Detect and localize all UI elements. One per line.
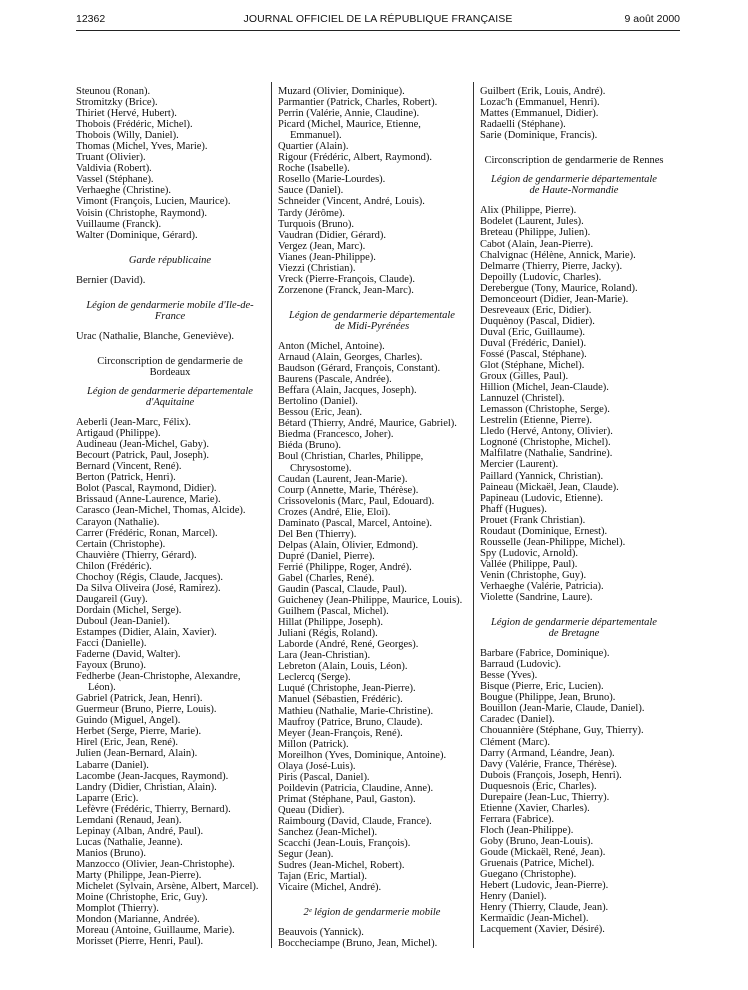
- list-item: Delmarre (Thierry, Pierre, Jacky).: [480, 260, 623, 272]
- list-item: Lucas (Nathalie, Jeanne).: [76, 836, 183, 848]
- list-item: Thobois (Frédéric, Michel).: [76, 119, 193, 131]
- list-item: Primat (Stéphane, Paul, Gaston).: [278, 793, 416, 805]
- list-item: Vicaire (Michel, André).: [278, 882, 382, 894]
- list-item: Luqué (Christophe, Jean-Pierre).: [278, 683, 416, 695]
- list-item: Vianes (Jean-Philippe).: [278, 251, 376, 263]
- list-item: Urac (Nathalie, Blanche, Geneviève).: [76, 330, 235, 342]
- list-item: Verhaeghe (Valérie, Patricia).: [480, 580, 604, 592]
- list-item: Faderne (David, Walter).: [76, 649, 181, 661]
- list-item: Michelet (Sylvain, Arsène, Albert, Marcel).: [76, 881, 259, 893]
- list-item: Lacombe (Jean-Jacques, Raymond).: [76, 770, 229, 782]
- list-item: Laborde (André, René, Georges).: [278, 639, 419, 651]
- list-item: Gruenais (Patrice, Michel).: [480, 858, 595, 870]
- column-right: [480, 86, 668, 935]
- list-item: Muzard (Olivier, Dominique).: [278, 86, 405, 97]
- list-item: Crozes (André, Elie, Eloi).: [278, 506, 391, 518]
- list-item: Fossé (Pascal, Stéphane).: [480, 348, 587, 360]
- list-item: Moreau (Antoine, Guillaume, Marie).: [76, 925, 235, 937]
- page-number: 12362: [76, 13, 106, 25]
- list-item: Ferrié (Philippe, Roger, André).: [278, 561, 412, 573]
- list-item: Spy (Ludovic, Arnold).: [480, 547, 578, 559]
- list-item: Vuillaume (Franck).: [76, 218, 162, 230]
- list-item: Thiriet (Hervé, Hubert).: [76, 108, 177, 120]
- list-item: Hillion (Michel, Jean-Claude).: [480, 382, 609, 394]
- list-item: Perrin (Valérie, Annie, Claudine).: [278, 108, 420, 120]
- list-item: Certain (Christophe).: [76, 538, 166, 550]
- list-item: Fayoux (Bruno).: [76, 660, 146, 672]
- list-item: Bodelet (Laurent, Jules).: [480, 216, 584, 228]
- list-item: Landry (Didier, Christian, Alain).: [76, 781, 217, 793]
- list-item: Beffara (Alain, Jacques, Joseph).: [278, 385, 417, 397]
- list-item: Guilbert (Erik, Louis, André).: [480, 86, 606, 97]
- list-item: Barbare (Fabrice, Dominique).: [480, 648, 610, 660]
- list-item: Lefèvre (Frédéric, Thierry, Bernard).: [76, 803, 231, 815]
- list-item: Beauvois (Yannick).: [278, 927, 364, 939]
- list-item: Momplot (Thierry).: [76, 903, 159, 915]
- list-item: Depoilly (Ludovic, Charles).: [480, 271, 602, 283]
- list-item: Malfilatre (Nathalie, Sandrine).: [480, 448, 613, 460]
- list-item: Quartier (Alain).: [278, 141, 349, 153]
- column-middle: [278, 86, 466, 949]
- list-item: Schneider (Vincent, André, Louis).: [278, 196, 425, 208]
- list-item: Thomas (Michel, Yves, Marie).: [76, 141, 208, 153]
- list-item: Goby (Bruno, Jean-Louis).: [480, 835, 594, 847]
- list-item: Barraud (Ludovic).: [480, 659, 562, 671]
- list-item: Biéda (Bruno).: [278, 440, 341, 452]
- list-item: Gabriel (Patrick, Jean, Henri).: [76, 693, 203, 705]
- list-item: Lepinay (Alban, André, Paul).: [76, 825, 204, 837]
- list-item: Audineau (Jean-Michel, Gaby).: [76, 439, 209, 451]
- section-heading: Légion de gendarmerie départementale de Midi-Pyrénées: [289, 309, 455, 332]
- list-item: Paillard (Yannick, Christian).: [480, 470, 604, 482]
- list-item: Bertolino (Daniel).: [278, 396, 358, 408]
- list-item: Roudaut (Dominique, Ernest).: [480, 525, 608, 537]
- list-item: Duval (Frédéric, Daniel).: [480, 337, 587, 349]
- list-item: Groux (Gilles, Paul).: [480, 371, 569, 383]
- list-item: Roche (Isabelle).: [278, 163, 350, 175]
- list-item: Julien (Jean-Bernard, Alain).: [76, 748, 198, 760]
- list-item: Vassel (Stéphane).: [76, 174, 154, 186]
- list-item: Vallée (Philippe, Paul).: [480, 558, 578, 570]
- list-item: Goude (Mickaël, René, Jean).: [480, 847, 606, 858]
- list-item: Carayon (Nathalie).: [76, 516, 160, 528]
- list-item: Sarie (Dominique, Francis).: [480, 130, 598, 142]
- list-item: Morisset (Pierre, Henri, Paul).: [76, 936, 204, 948]
- list-item: Duquesnois (Eric, Charles).: [480, 780, 597, 792]
- list-item: Glot (Stéphane, Michel).: [480, 360, 585, 372]
- list-item: Bernier (David).: [76, 274, 146, 286]
- list-item: Berton (Patrick, Henri).: [76, 472, 176, 484]
- list-item: Fedherbe (Jean-Christophe, Alexandre, Léon).: [76, 671, 241, 694]
- list-item: Herbet (Serge, Pierre, Marie).: [76, 726, 202, 738]
- section-heading: Circonscription de gendarmerie de Bordeaux: [97, 355, 243, 378]
- list-item: Guindo (Miguel, Angel).: [76, 715, 181, 727]
- list-item: Rousselle (Jean-Philippe, Michel).: [480, 536, 626, 548]
- list-item: Piris (Pascal, Daniel).: [278, 771, 370, 783]
- list-item: Bernard (Vincent, René).: [76, 461, 182, 473]
- list-item: Radaelli (Stéphane).: [480, 119, 566, 131]
- list-item: Mercier (Laurent).: [480, 459, 559, 471]
- column-left: [76, 86, 264, 947]
- list-item: Bouillon (Jean-Marie, Claude, Daniel).: [480, 703, 645, 715]
- list-item: Zorzenone (Franck, Jean-Marc).: [278, 284, 414, 296]
- list-item: Lozac'h (Emmanuel, Henri).: [480, 97, 600, 109]
- list-item: Lognoné (Christophe, Michel).: [480, 437, 611, 449]
- page-header: [76, 10, 680, 30]
- list-item: Manzocco (Olivier, Jean-Christophe).: [76, 858, 235, 870]
- list-item: Papineau (Ludovic, Etienne).: [480, 492, 604, 504]
- list-item: Moreilhon (Yves, Dominique, Antoine).: [278, 749, 447, 761]
- list-item: Chochoy (Régis, Claude, Jacques).: [76, 571, 223, 583]
- list-item: Boul (Christian, Charles, Philippe, Chrysostome).: [278, 451, 424, 474]
- list-item: Lannuzel (Christel).: [480, 393, 565, 405]
- list-item: Lebreton (Alain, Louis, Léon).: [278, 661, 408, 673]
- list-item: Duquènoy (Pascal, Didier).: [480, 315, 595, 327]
- list-item: Derebergue (Tony, Maurice, Roland).: [480, 282, 638, 294]
- list-item: Olaya (José-Luis).: [278, 760, 356, 772]
- list-item: Facci (Danielle).: [76, 638, 147, 650]
- list-item: Moine (Christophe, Eric, Guy).: [76, 892, 208, 904]
- list-item: Chalvignac (Hélène, Annick, Marie).: [480, 249, 636, 261]
- list-item: Duval (Eric, Guillaume).: [480, 326, 585, 338]
- list-item: Biedma (Francesco, Joher).: [278, 429, 394, 441]
- list-item: Leclercq (Serge).: [278, 672, 351, 684]
- list-item: Sanchez (Jean-Michel).: [278, 827, 378, 839]
- list-item: Lemdani (Renaud, Jean).: [76, 814, 182, 826]
- list-item: Marty (Philippe, Jean-Pierre).: [76, 870, 202, 881]
- list-item: Crissovelonis (Marc, Paul, Edouard).: [278, 495, 435, 507]
- list-item: Rigour (Frédéric, Albert, Raymond).: [278, 152, 432, 164]
- list-item: Demonceourt (Didier, Jean-Marie).: [480, 293, 629, 305]
- section-heading: Légion de gendarmerie départementale de Haute-Normandie: [491, 174, 657, 197]
- list-item: Baurens (Pascale, Andrée).: [278, 374, 392, 386]
- list-item: Valdivia (Robert).: [76, 163, 152, 175]
- list-item: Poildevin (Patricia, Claudine, Anne).: [278, 782, 434, 794]
- list-item: Daugareil (Guy).: [76, 593, 148, 605]
- list-item: Artigaud (Philippe).: [76, 428, 161, 440]
- list-item: Bougue (Philippe, Jean, Bruno).: [480, 692, 616, 704]
- list-item: Bolot (Pascal, Raymond, Didier).: [76, 483, 217, 495]
- list-item: Guicheney (Jean-Philippe, Maurice, Louis).: [278, 595, 463, 607]
- list-item: Turquois (Bruno).: [278, 218, 355, 230]
- section-heading: 2ᵉ légion de gendarmerie mobile: [303, 907, 441, 919]
- list-item: Caradec (Daniel).: [480, 714, 555, 726]
- list-item: Chauvière (Thierry, Gérard).: [76, 549, 197, 561]
- list-item: Manuel (Sébastien, Frédéric).: [278, 694, 403, 706]
- list-item: Bétard (Thierry, André, Maurice, Gabriel).: [278, 418, 457, 430]
- list-item: Del Ben (Thierry).: [278, 528, 357, 540]
- list-item: Venin (Christophe, Guy).: [480, 569, 587, 581]
- list-item: Labarre (Daniel).: [76, 759, 149, 771]
- list-item: Tardy (Jérôme).: [278, 207, 345, 219]
- list-item: Violette (Sandrine, Laure).: [480, 592, 593, 604]
- list-item: Henry (Daniel).: [480, 891, 547, 903]
- header-rule: [76, 30, 680, 31]
- list-item: Truant (Olivier).: [76, 152, 146, 164]
- list-item: Laparre (Eric).: [76, 792, 139, 804]
- list-item: Carrer (Frédéric, Ronan, Marcel).: [76, 527, 218, 539]
- list-item: Vergez (Jean, Marc).: [278, 240, 366, 252]
- list-item: Da Silva Oliveira (José, Ramirez).: [76, 582, 221, 594]
- list-item: Vimont (François, Lucien, Maurice).: [76, 196, 231, 208]
- list-item: Hebert (Ludovic, Jean-Pierre).: [480, 880, 609, 892]
- list-item: Lemasson (Christophe, Serge).: [480, 404, 610, 416]
- list-item: Raimbourg (David, Claude, France).: [278, 816, 432, 827]
- list-item: Steunou (Ronan).: [76, 86, 151, 97]
- list-item: Hirel (Eric, Jean, René).: [76, 737, 179, 749]
- list-item: Courp (Annette, Marie, Thérèse).: [278, 484, 419, 496]
- list-item: Manios (Bruno).: [76, 847, 146, 859]
- list-item: Vaudran (Didier, Gérard).: [278, 229, 387, 241]
- list-item: Anton (Michel, Antoine).: [278, 340, 385, 352]
- list-item: Juliani (Régis, Roland).: [278, 628, 378, 640]
- list-item: Lledo (Hervé, Antony, Olivier).: [480, 426, 613, 438]
- list-item: Sudres (Jean-Michel, Robert).: [278, 860, 405, 872]
- list-item: Estampes (Didier, Alain, Xavier).: [76, 626, 217, 638]
- list-item: Kermaïdic (Jean-Michel).: [480, 913, 589, 925]
- list-item: Floch (Jean-Philippe).: [480, 824, 574, 836]
- list-item: Alix (Philippe, Pierre).: [480, 205, 577, 217]
- list-item: Bessou (Eric, Jean).: [278, 407, 362, 419]
- list-item: Aeberli (Jean-Marc, Félix).: [76, 417, 191, 429]
- list-item: Breteau (Philippe, Julien).: [480, 227, 591, 239]
- list-item: Durepaire (Jean-Luc, Thierry).: [480, 791, 610, 803]
- list-item: Hillat (Philippe, Joseph).: [278, 617, 383, 629]
- list-item: Baudson (Gérard, François, Constant).: [278, 363, 441, 375]
- list-item: Daminato (Pascal, Marcel, Antoine).: [278, 517, 432, 529]
- list-item: Stromitzky (Brice).: [76, 97, 158, 109]
- list-item: Boccheciampe (Bruno, Jean, Michel).: [278, 938, 438, 950]
- list-item: Cabot (Alain, Jean-Pierre).: [480, 238, 594, 250]
- list-item: Clément (Marc).: [480, 736, 550, 748]
- list-item: Mattes (Emmanuel, Didier).: [480, 108, 599, 120]
- list-item: Dupré (Daniel, Pierre).: [278, 550, 375, 562]
- list-item: Dubois (François, Joseph, Henri).: [480, 769, 622, 781]
- list-item: Tajan (Eric, Martial).: [278, 871, 368, 883]
- list-item: Segur (Jean).: [278, 849, 334, 861]
- list-item: Mathieu (Nathalie, Marie-Christine).: [278, 705, 434, 717]
- list-item: Dordain (Michel, Serge).: [76, 604, 182, 616]
- list-item: Etienne (Xavier, Charles).: [480, 802, 590, 814]
- list-item: Davy (Valérie, France, Thérèse).: [480, 758, 617, 770]
- list-item: Gaudin (Pascal, Claude, Paul).: [278, 584, 407, 596]
- list-item: Prouet (Frank Christian).: [480, 514, 586, 526]
- list-item: Maufroy (Patrice, Bruno, Claude).: [278, 716, 423, 728]
- list-item: Becourt (Patrick, Paul, Joseph).: [76, 450, 209, 462]
- list-item: Chilon (Frédéric).: [76, 560, 152, 572]
- list-item: Henry (Thierry, Claude, Jean).: [480, 902, 609, 914]
- list-item: Queau (Didier).: [278, 804, 345, 816]
- journal-title: JOURNAL OFFICIEL DE LA RÉPUBLIQUE FRANÇAISE: [243, 13, 513, 25]
- list-item: Guermeur (Bruno, Pierre, Louis).: [76, 704, 217, 716]
- list-item: Carasco (Jean-Michel, Thomas, Alcide).: [76, 505, 246, 517]
- list-item: Lestrelin (Etienne, Pierre).: [480, 415, 592, 427]
- list-item: Lara (Jean-Christian).: [278, 650, 371, 662]
- list-item: Phaff (Hugues).: [480, 503, 547, 515]
- list-item: Delpas (Alain, Olivier, Edmond).: [278, 539, 419, 551]
- list-item: Viezzi (Christian).: [278, 262, 356, 274]
- list-item: Ferrara (Fabrice).: [480, 813, 555, 825]
- section-heading: Légion de gendarmerie départementale de Bretagne: [491, 617, 657, 640]
- list-item: Voisin (Christophe, Raymond).: [76, 207, 208, 219]
- list-item: Brissaud (Anne-Laurence, Marie).: [76, 494, 221, 506]
- section-heading: Légion de gendarmerie départementale d'Aquitaine: [87, 385, 253, 409]
- list-item: Parmantier (Patrick, Charles, Robert).: [278, 97, 438, 109]
- list-item: Bisque (Pierre, Eric, Lucien).: [480, 681, 604, 693]
- list-item: Desreveaux (Eric, Didier).: [480, 304, 592, 316]
- list-item: Sauce (Daniel).: [278, 185, 344, 197]
- list-item: Rosello (Marie-Lourdes).: [278, 174, 386, 186]
- list-item: Darry (Armand, Léandre, Jean).: [480, 747, 615, 759]
- list-item: Paineau (Mickaël, Jean, Claude).: [480, 481, 619, 493]
- list-item: Millon (Patrick).: [278, 738, 349, 750]
- list-item: Scacchi (Jean-Louis, François).: [278, 838, 411, 850]
- list-item: Lacquement (Xavier, Désiré).: [480, 924, 605, 936]
- list-item: Guegano (Christophe).: [480, 869, 577, 881]
- issue-date: 9 août 2000: [624, 13, 680, 25]
- list-item: Gabel (Charles, René).: [278, 572, 375, 584]
- list-item: Caudan (Laurent, Jean-Marie).: [278, 473, 408, 485]
- section-heading: Légion de gendarmerie mobile d'Ile-de-France: [86, 299, 254, 322]
- list-item: Vreck (Pierre-François, Claude).: [278, 273, 415, 285]
- list-item: Mondon (Marianne, Andrée).: [76, 914, 200, 926]
- list-item: Picard (Michel, Maurice, Etienne, Emmanuel).: [278, 119, 421, 142]
- list-item: Duboul (Jean-Daniel).: [76, 615, 170, 627]
- section-heading: Garde républicaine: [128, 254, 212, 266]
- list-item: Thobois (Willy, Daniel).: [76, 130, 179, 142]
- list-item: Meyer (Jean-François, René).: [278, 727, 403, 739]
- list-item: Chouannière (Stéphane, Guy, Thierry).: [480, 725, 644, 737]
- list-item: Guilhem (Pascal, Michel).: [278, 606, 389, 618]
- list-item: Besse (Yves).: [480, 670, 538, 682]
- column-divider: [271, 82, 272, 948]
- list-item: Verhaeghe (Christine).: [76, 185, 172, 197]
- list-item: Arnaud (Alain, Georges, Charles).: [278, 352, 423, 364]
- list-item: Walter (Dominique, Gérard).: [76, 229, 198, 241]
- section-heading: Circonscription de gendarmerie de Rennes: [484, 155, 664, 167]
- column-divider: [473, 82, 474, 948]
